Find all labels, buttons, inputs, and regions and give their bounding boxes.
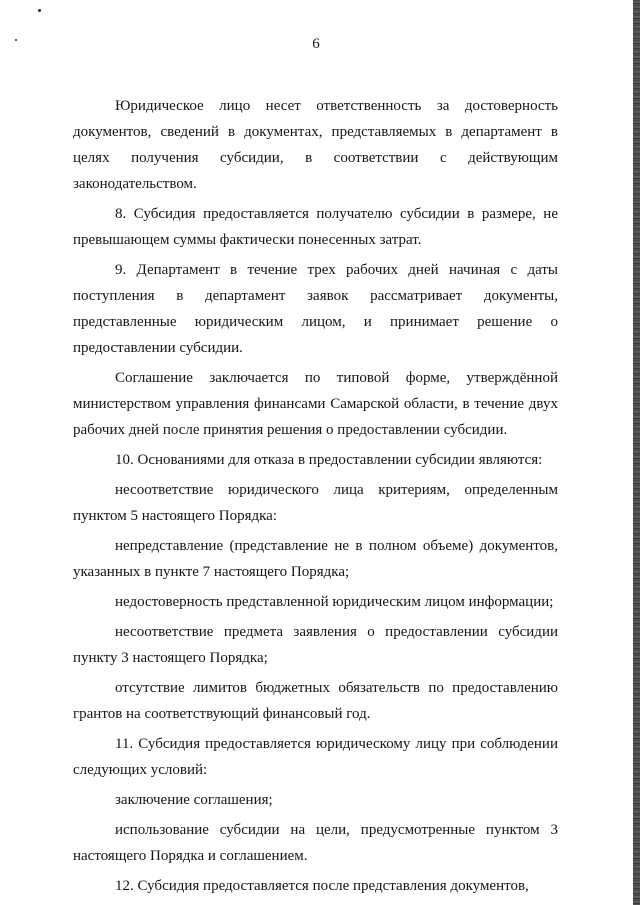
paragraph: недостоверность представленной юридическим лицом информации;	[115, 594, 554, 610]
paragraph: заключение соглашения;	[115, 792, 273, 808]
scan-speck	[38, 9, 41, 12]
paragraph: 9. Департамент в течение трех рабочих дней начиная с даты поступления в департамент заявок рассматривает документы, представленные юридическим лицом, и принимает решение о предоставлении субсидии.	[73, 262, 558, 356]
document-body	[73, 93, 558, 899]
paragraph: 8. Субсидия предоставляется получателю субсидии в размере, не превышающем суммы фактически понесенных затрат.	[73, 206, 558, 248]
scan-edge-shadow	[633, 0, 640, 905]
paragraph: 10. Основаниями для отказа в предоставлении субсидии являются:	[115, 452, 543, 468]
page-number: 6	[312, 36, 320, 52]
paragraph: использование субсидии на цели, предусмотренные пунктом 3 настоящего Порядка и соглашением.	[73, 822, 558, 864]
paragraph: несоответствие предмета заявления о предоставлении субсидии пункту 3 настоящего Порядка;	[73, 624, 558, 666]
paragraph: несоответствие юридического лица критериям, определенным пунктом 5 настоящего Порядка:	[73, 482, 558, 524]
paragraph: Юридическое лицо несет ответственность за достоверность документов, сведений в документах, представляемых в департамент в целях получения субсидии, в соответствии с действующим законодательством.	[73, 98, 558, 192]
paragraph: непредставление (представление не в полном объеме) документов, указанных в пункте 7 настоящего Порядка;	[73, 538, 558, 580]
paragraph: 12. Субсидия предоставляется после представления документов,	[115, 878, 529, 894]
paragraph: отсутствие лимитов бюджетных обязательств по предоставлению грантов на соответствующий финансовый год.	[73, 680, 558, 722]
paragraph: Соглашение заключается по типовой форме, утверждённой министерством управления финансами Самарской области, в течение двух рабочих дней после принятия решения о предоставлении субсидии.	[73, 370, 558, 438]
paragraph: 11. Субсидия предоставляется юридическому лицу при соблюдении следующих условий:	[73, 736, 558, 778]
